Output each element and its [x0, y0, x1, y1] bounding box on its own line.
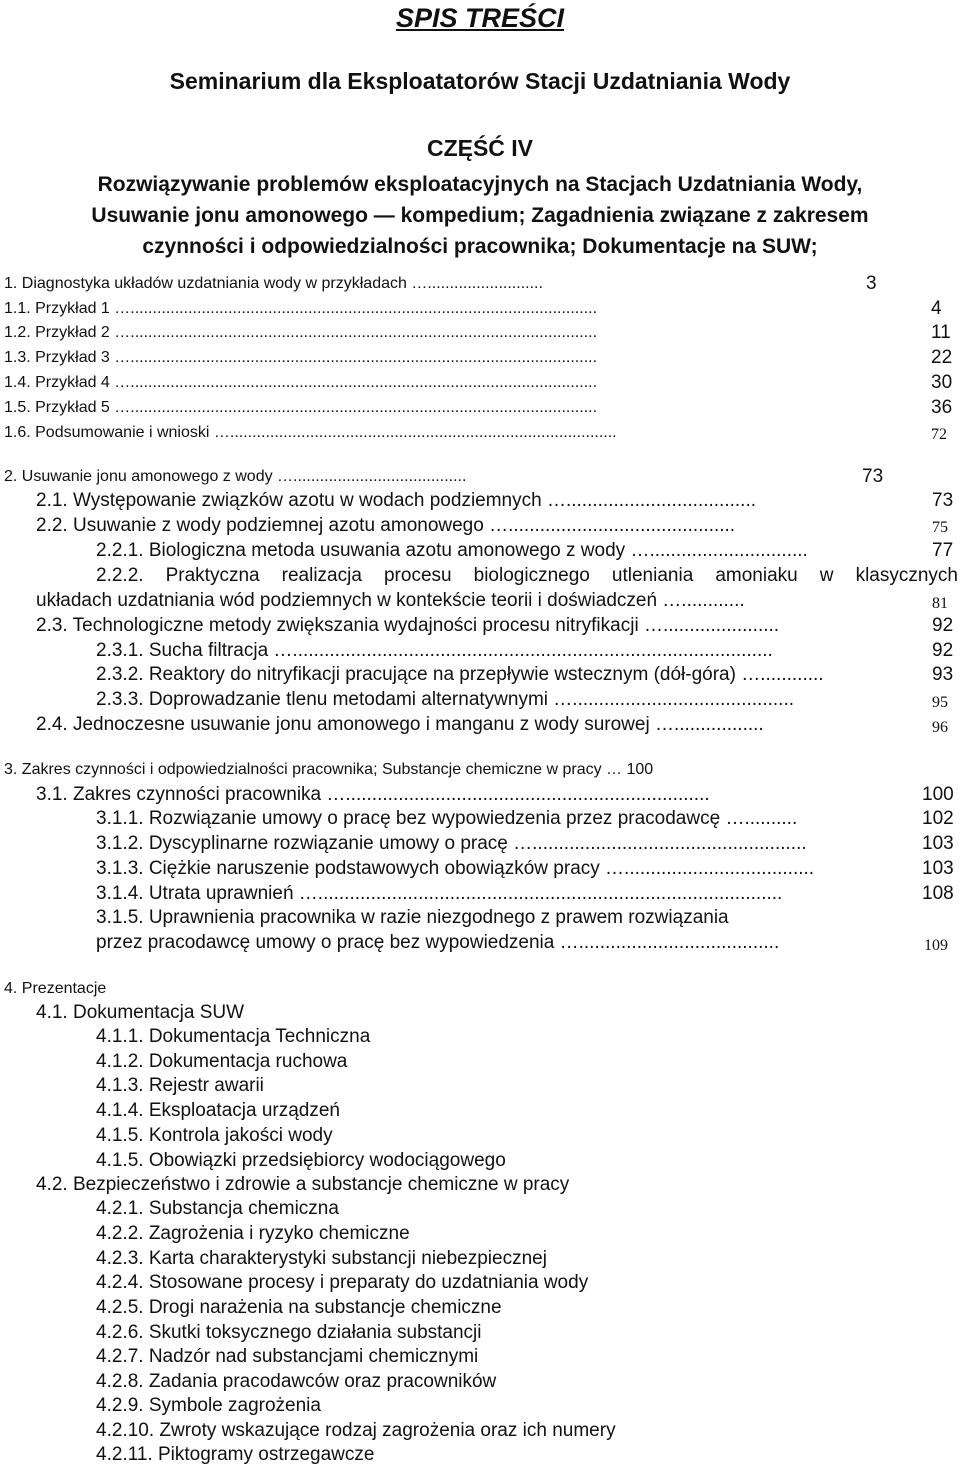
toc-entry: 4.2.5. Drogi narażenia na substancje chemiczne: [96, 1297, 502, 1318]
toc-entry: 3.1.2. Dyscyplinarne rozwiązanie umowy o pracę …....................................................: [96, 833, 807, 854]
toc-page: 103: [922, 858, 954, 879]
toc-entry: 4.1.3. Rejestr awarii: [96, 1075, 264, 1096]
toc-page: 108: [922, 883, 954, 904]
toc-entry: 4.1.1. Dokumentacja Techniczna: [96, 1026, 371, 1047]
toc-page: 92: [932, 615, 954, 636]
toc-entry: 4.2.2. Zagrożenia i ryzyko chemiczne: [96, 1223, 410, 1244]
toc-entry: 4.1.2. Dokumentacja ruchowa: [96, 1051, 348, 1072]
toc-entry: 2.3.1. Sucha filtracja …...........................................................................................: [96, 640, 773, 661]
toc-entry: układach uzdatniania wód podziemnych w kontekście teorii i doświadczeń …............: [36, 590, 745, 611]
toc-entry: 2.3. Technologiczne metody zwiększania wydajności procesu nitryfikacji …......................: [36, 615, 780, 636]
toc-page: 75: [932, 519, 948, 536]
toc-page: 11: [931, 322, 951, 343]
toc-entry: 4.1. Dokumentacja SUW: [36, 1002, 245, 1023]
toc-entry: 4. Prezentacje: [4, 980, 107, 997]
part-description-line: czynności i odpowiedzialności pracownika; Dokumentacje na SUW;: [142, 235, 818, 258]
toc-page: 73: [862, 466, 884, 487]
toc-entry: 1.6. Podsumowanie i wnioski ….......................................................................................: [4, 424, 617, 441]
toc-entry: 1.5. Przykład 5 ….........................................................................................................: [4, 399, 598, 416]
toc-page: 3: [866, 273, 877, 294]
toc-entry: 4.2.9. Symbole zagrożenia: [96, 1395, 321, 1416]
part-description: [0, 169, 960, 262]
toc-entry: 2.3.3. Doprowadzanie tlenu metodami alternatywnymi …..........................................: [96, 689, 794, 710]
toc-entry: 4.2.10. Zwroty wskazujące rodzaj zagrożenia oraz ich numery: [96, 1420, 616, 1441]
toc-entry: 2.2. Usuwanie z wody podziemnej azotu amonowego …...........................................: [36, 515, 736, 536]
toc-entry: 1.3. Przykład 3 ….........................................................................................................: [4, 349, 598, 366]
toc-page: 30: [931, 372, 953, 393]
toc-page: 93: [932, 664, 954, 685]
toc-page: 77: [932, 540, 954, 561]
toc-entry: 4.2.3. Karta charakterystyki substancji niebezpiecznej: [96, 1248, 547, 1269]
toc-entry: 4.2.4. Stosowane procesy i preparaty do uzdatniania wody: [96, 1272, 589, 1293]
part-description-line: Usuwanie jonu amonowego — kompedium; Zagadnienia związane z zakresem: [91, 204, 869, 227]
toc-entry: 1.4. Przykład 4 ….........................................................................................................: [4, 374, 598, 391]
toc-entry: 1.2. Przykład 2 ….........................................................................................................: [4, 324, 598, 341]
toc-entry: 3. Zakres czynności i odpowiedzialności pracownika; Substancje chemiczne w pracy … 100: [4, 761, 654, 778]
toc-entry: 2.4. Jednoczesne usuwanie jonu amonowego i manganu z wody surowej ….................: [36, 714, 764, 735]
toc-page: 72: [931, 426, 947, 443]
part-title: CZĘŚĆ IV: [426, 135, 534, 161]
toc-page: 4: [931, 298, 942, 319]
toc-page: 22: [931, 347, 953, 368]
toc-entry: 4.2. Bezpieczeństwo i zdrowie a substancje chemiczne w pracy: [36, 1174, 570, 1195]
toc-entry: 4.2.8. Zadania pracodawców oraz pracowników: [96, 1371, 497, 1392]
toc-page: 81: [932, 595, 948, 612]
seminar-title: Seminarium dla Eksploatatorów Stacji Uzdatniania Wody: [169, 68, 791, 94]
part-description-line: Rozwiązywanie problemów eksploatacyjnych na Stacjach Uzdatniania Wody,: [97, 173, 863, 196]
toc-entry: 3.1.3. Ciężkie naruszenie podstawowych obowiązków pracy …....................................: [96, 858, 815, 879]
toc-entry: 2.1. Występowanie związków azotu w wodach podziemnych …....................................: [36, 490, 757, 511]
toc-page: 103: [922, 833, 954, 854]
toc-entry: 3.1. Zakres czynności pracownika ….....................................................................: [36, 784, 710, 805]
toc-entry: 4.1.5. Kontrola jakości wody: [96, 1125, 333, 1146]
toc-page: 95: [932, 694, 948, 711]
toc-page: 100: [922, 784, 954, 805]
toc-page: 73: [932, 490, 954, 511]
toc-entry: 4.2.6. Skutki toksycznego działania substancji: [96, 1322, 482, 1343]
toc-page: 102: [922, 808, 954, 829]
toc-entry: 4.2.7. Nadzór nad substancjami chemicznymi: [96, 1346, 479, 1367]
toc-entry: 4.1.5. Obowiązki przedsiębiorcy wodociągowego: [96, 1150, 506, 1171]
toc-entry: 1. Diagnostyka układów uzdatniania wody w przykładach …..........................: [4, 275, 543, 292]
toc-entry: 2. Usuwanie jonu amonowego z wody ….......................................: [4, 468, 467, 485]
toc-page: 36: [931, 397, 953, 418]
toc-entry: 3.1.4. Utrata uprawnień …........................................................................................: [96, 883, 783, 904]
toc-entry: przez pracodawcę umowy o pracę bez wypowiedzenia …......................................: [96, 932, 780, 953]
toc-entry: 2.2.1. Biologiczna metoda usuwania azotu amonowego z wody …..............................: [96, 540, 808, 561]
toc-entry: 4.2.11. Piktogramy ostrzegawcze: [96, 1444, 375, 1465]
toc-page: 92: [932, 640, 954, 661]
toc-entry: 3.1.1. Rozwiązanie umowy o pracę bez wypowiedzenia przez pracodawcę …..........: [96, 808, 798, 829]
toc-entry: 4.1.4. Eksploatacja urządzeń: [96, 1100, 340, 1121]
toc-page: 96: [932, 719, 948, 736]
toc-entry: 2.3.2. Reaktory do nitryfikacji pracujące na przepływie wstecznym (dół-góra) …............: [96, 664, 824, 685]
toc-entry: 2.2.2. Praktyczna realizacja procesu biologicznego utleniania amoniaku w klasycznych: [96, 565, 958, 586]
page-title: SPIS TREŚCI: [395, 3, 565, 33]
toc-page: 109: [924, 937, 948, 954]
toc-entry: 3.1.5. Uprawnienia pracownika w razie niezgodnego z prawem rozwiązania: [96, 907, 729, 928]
toc-entry: 4.2.1. Substancja chemiczna: [96, 1198, 339, 1219]
toc-entry: 1.1. Przykład 1 ….........................................................................................................: [4, 300, 598, 317]
